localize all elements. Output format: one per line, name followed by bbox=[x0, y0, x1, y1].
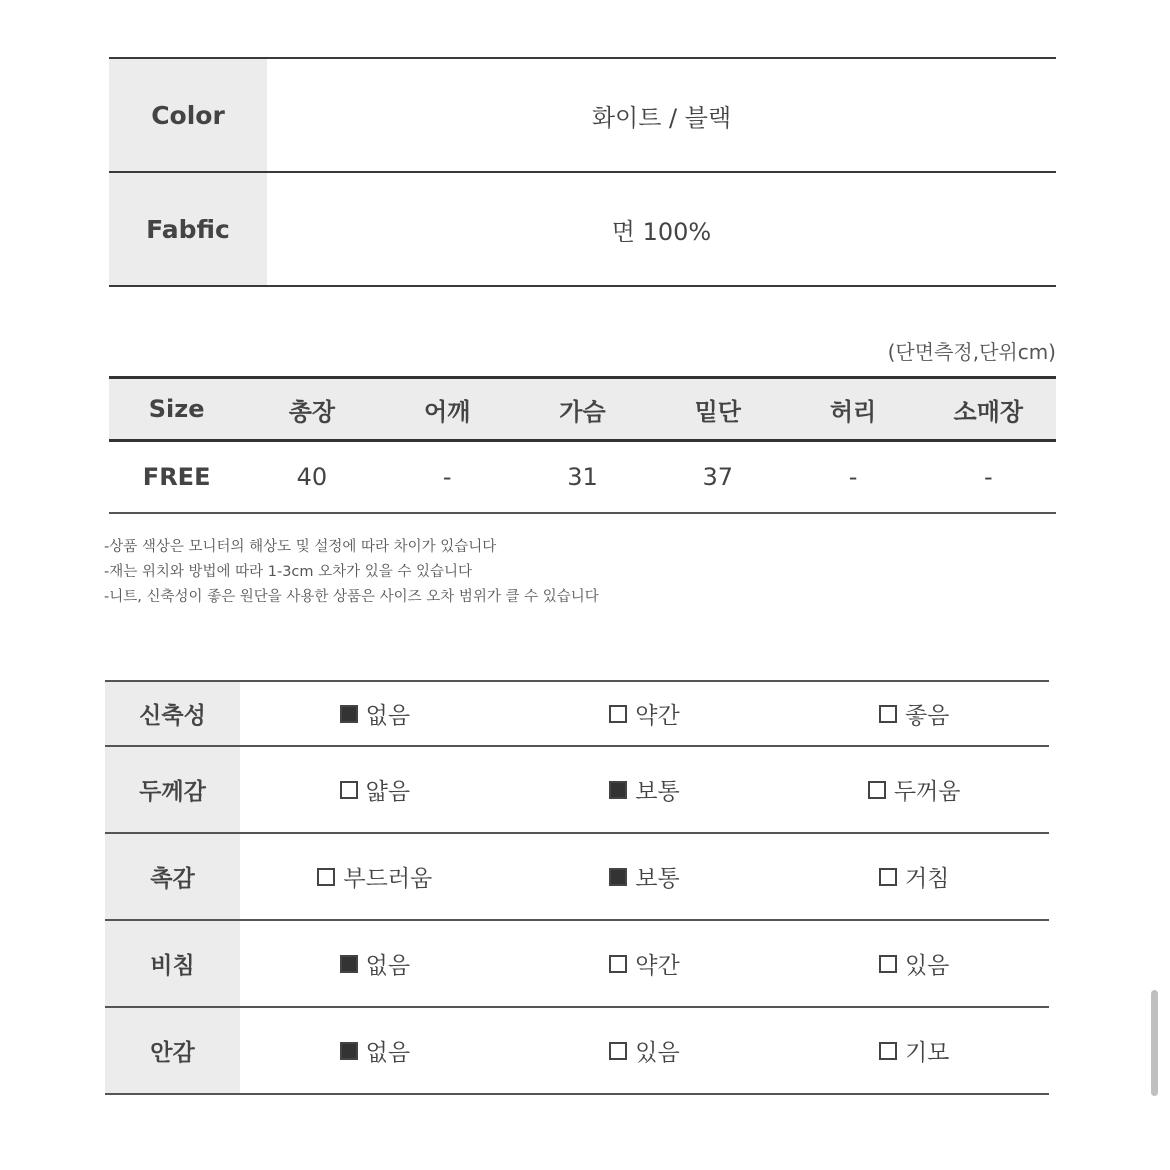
checkbox-icon bbox=[609, 868, 627, 886]
material-option: 보통 bbox=[510, 834, 780, 919]
material-option: 약간 bbox=[510, 921, 780, 1006]
table-row bbox=[109, 442, 1056, 514]
material-label: 촉감 bbox=[105, 834, 240, 919]
material-row-lining bbox=[105, 1008, 1049, 1095]
checkbox-icon bbox=[868, 781, 886, 799]
material-row-touch bbox=[105, 834, 1049, 921]
size-header-cell: 어깨 bbox=[424, 397, 471, 426]
note-line: -재는 위치와 방법에 따라 1-3cm 오차가 있을 수 있습니다 bbox=[104, 564, 473, 580]
size-table bbox=[109, 376, 1056, 514]
size-header-cell: 밑단 bbox=[694, 397, 741, 426]
size-cell: - bbox=[442, 463, 452, 491]
size-header-cell: Size bbox=[148, 395, 205, 423]
info-value-fabric: 면 100% bbox=[611, 217, 712, 246]
scrollbar[interactable] bbox=[1151, 990, 1158, 1096]
material-option: 좋음 bbox=[779, 682, 1049, 745]
checkbox-icon bbox=[609, 705, 627, 723]
info-row-color bbox=[109, 57, 1056, 171]
size-cell: FREE bbox=[142, 463, 211, 491]
material-option: 약간 bbox=[510, 682, 780, 745]
checkbox-icon bbox=[879, 705, 897, 723]
size-cell: - bbox=[983, 463, 993, 491]
material-option: 없음 bbox=[240, 921, 510, 1006]
checkbox-icon bbox=[340, 705, 358, 723]
size-cell: 37 bbox=[702, 463, 734, 491]
material-option: 거침 bbox=[779, 834, 1049, 919]
size-header-cell: 총장 bbox=[288, 397, 336, 426]
material-label: 비침 bbox=[105, 921, 240, 1006]
material-option: 두꺼움 bbox=[779, 747, 1049, 832]
material-option: 없음 bbox=[240, 1008, 510, 1093]
size-notes bbox=[104, 535, 599, 610]
material-option: 있음 bbox=[510, 1008, 780, 1093]
checkbox-icon bbox=[879, 868, 897, 886]
info-value-color: 화이트 / 블랙 bbox=[591, 103, 732, 132]
material-row-stretch bbox=[105, 682, 1049, 747]
material-row-sheer bbox=[105, 921, 1049, 1008]
material-label: 안감 bbox=[105, 1008, 240, 1093]
note-line: -니트, 신축성이 좋은 원단을 사용한 상품은 사이즈 오차 범위가 클 수 있습니다 bbox=[104, 589, 599, 605]
size-header-cell: 허리 bbox=[829, 397, 877, 426]
product-info-table bbox=[109, 57, 1056, 287]
size-header-cell: 가슴 bbox=[559, 397, 606, 426]
info-label-color: Color bbox=[109, 59, 267, 171]
material-label: 신축성 bbox=[105, 682, 240, 745]
checkbox-icon bbox=[317, 868, 335, 886]
material-option: 기모 bbox=[779, 1008, 1049, 1093]
checkbox-icon bbox=[879, 955, 897, 973]
material-row-thickness bbox=[105, 747, 1049, 834]
material-option: 얇음 bbox=[240, 747, 510, 832]
info-row-fabric bbox=[109, 171, 1056, 287]
size-cell: - bbox=[848, 463, 858, 491]
material-option: 있음 bbox=[779, 921, 1049, 1006]
material-option: 없음 bbox=[240, 682, 510, 745]
checkbox-icon bbox=[340, 955, 358, 973]
size-cell: 40 bbox=[296, 463, 328, 491]
checkbox-icon bbox=[609, 955, 627, 973]
info-label-fabric: Fabfic bbox=[109, 173, 267, 285]
checkbox-icon bbox=[609, 1042, 627, 1060]
material-label: 두께감 bbox=[105, 747, 240, 832]
checkbox-icon bbox=[879, 1042, 897, 1060]
material-option: 부드러움 bbox=[240, 834, 510, 919]
size-cell: 31 bbox=[567, 463, 598, 491]
measurement-unit-note: (단면측정,단위cm) bbox=[887, 340, 1056, 364]
checkbox-icon bbox=[340, 781, 358, 799]
checkbox-icon bbox=[340, 1042, 358, 1060]
size-table-header bbox=[109, 376, 1056, 442]
material-properties-table bbox=[105, 680, 1049, 1095]
note-line: -상품 색상은 모니터의 해상도 및 설정에 따라 차이가 있습니다 bbox=[104, 539, 497, 555]
material-option: 보통 bbox=[510, 747, 780, 832]
checkbox-icon bbox=[609, 781, 627, 799]
size-header-cell: 소매장 bbox=[953, 397, 1024, 426]
